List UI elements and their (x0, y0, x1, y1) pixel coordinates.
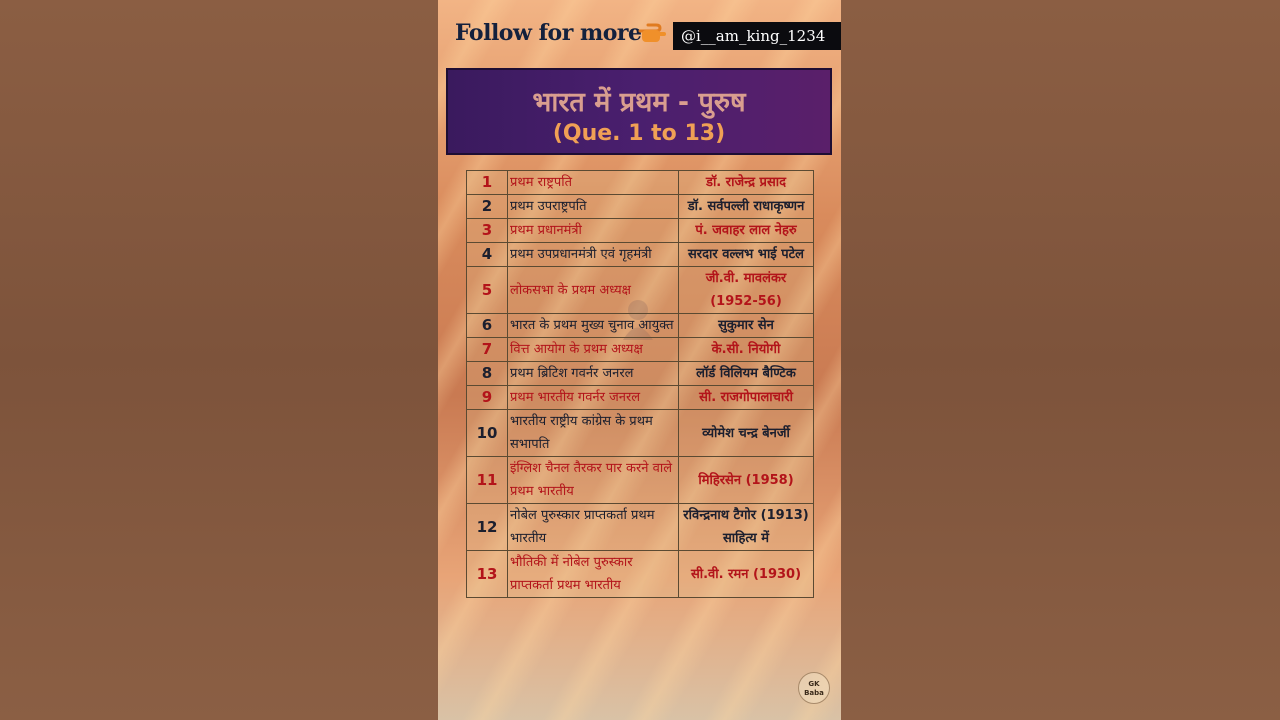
row-answer: के.सी. नियोगी (679, 338, 814, 362)
row-number: 11 (467, 457, 508, 504)
row-question: नोबेल पुरुस्कार प्राप्तकर्ता प्रथम भारतीय (508, 504, 679, 551)
row-answer: सुकुमार सेन (679, 314, 814, 338)
row-question: भारत के प्रथम मुख्य चुनाव आयुक्त (508, 314, 679, 338)
follow-text: Follow for more (455, 20, 642, 46)
content-panel (438, 0, 841, 720)
table-row (467, 171, 814, 195)
table-row (467, 243, 814, 267)
table-row (467, 267, 814, 314)
table-row (467, 219, 814, 243)
row-answer: रविन्द्रनाथ टैगोर (1913) साहित्य में (679, 504, 814, 551)
row-answer: सरदार वल्लभ भाई पटेल (679, 243, 814, 267)
logo-text: GK Baba (804, 680, 824, 697)
row-answer: डॉ. सर्वपल्ली राधाकृष्णन (679, 195, 814, 219)
row-number: 10 (467, 410, 508, 457)
row-question: वित्त आयोग के प्रथम अध्यक्ष (508, 338, 679, 362)
row-question: प्रथम प्रधानमंत्री (508, 219, 679, 243)
gk-baba-logo (798, 672, 830, 704)
title-subtitle: (Que. 1 to 13) (552, 121, 726, 146)
row-answer: मिहिरसेन (1958) (679, 457, 814, 504)
row-question: प्रथम भारतीय गवर्नर जनरल (508, 386, 679, 410)
row-number: 5 (467, 267, 508, 314)
row-question: प्रथम ब्रिटिश गवर्नर जनरल (508, 362, 679, 386)
row-answer: डॉ. राजेन्द्र प्रसाद (679, 171, 814, 195)
row-number: 1 (467, 171, 508, 195)
row-number: 3 (467, 219, 508, 243)
title-banner (446, 68, 832, 155)
table-row (467, 551, 814, 598)
row-number: 13 (467, 551, 508, 598)
row-question: लोकसभा के प्रथम अध्यक्ष (508, 267, 679, 314)
row-number: 12 (467, 504, 508, 551)
table-row (467, 457, 814, 504)
row-number: 7 (467, 338, 508, 362)
row-answer: सी. राजगोपालाचारी (679, 386, 814, 410)
table-row (467, 195, 814, 219)
row-question: प्रथम उपप्रधानमंत्री एवं गृहमंत्री (508, 243, 679, 267)
row-question: भौतिकी में नोबेल पुरुस्कार प्राप्तकर्ता प्रथम भारतीय (508, 551, 679, 598)
row-number: 9 (467, 386, 508, 410)
table-row (467, 338, 814, 362)
right-blurred-background (841, 0, 1280, 720)
row-question: इंग्लिश चैनल तैरकर पार करने वाले प्रथम भारतीय (508, 457, 679, 504)
row-answer: पं. जवाहर लाल नेहरु (679, 219, 814, 243)
table-row (467, 386, 814, 410)
title-main: भारत में प्रथम - पुरुष (532, 87, 746, 118)
row-answer: व्योमेश चन्द्र बेनर्जी (679, 410, 814, 457)
row-question: भारतीय राष्ट्रीय कांग्रेस के प्रथम सभापति (508, 410, 679, 457)
questions-table (466, 170, 814, 598)
username-handle[interactable]: @i__am_king_1234 (673, 22, 841, 50)
row-answer: सी.वी. रमन (1930) (679, 551, 814, 598)
row-answer: लॉर्ड विलियम बैण्टिक (679, 362, 814, 386)
row-answer: जी.वी. मावलंकर (1952-56) (679, 267, 814, 314)
row-number: 8 (467, 362, 508, 386)
table-row (467, 362, 814, 386)
pointing-hand-icon (638, 22, 668, 44)
row-number: 4 (467, 243, 508, 267)
row-number: 2 (467, 195, 508, 219)
left-blurred-background (0, 0, 438, 720)
table-row (467, 314, 814, 338)
table-row (467, 504, 814, 551)
row-question: प्रथम उपराष्ट्रपति (508, 195, 679, 219)
row-number: 6 (467, 314, 508, 338)
table-row (467, 410, 814, 457)
row-question: प्रथम राष्ट्रपति (508, 171, 679, 195)
